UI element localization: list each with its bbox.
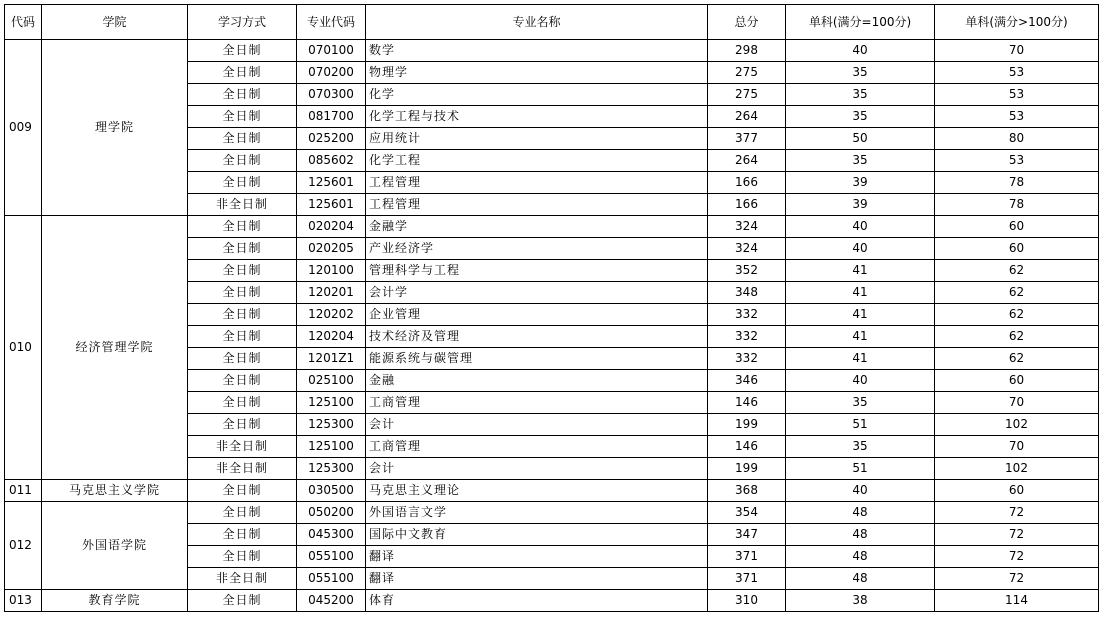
single-over-100-score-cell: 62 (935, 348, 1099, 370)
single-100-score-cell: 48 (786, 546, 935, 568)
major-code-cell: 125100 (297, 392, 366, 414)
table-row (5, 502, 1099, 524)
study-mode-cell: 全日制 (188, 392, 297, 414)
header-college: 学院 (42, 5, 188, 40)
total-score-cell: 354 (708, 502, 786, 524)
major-code-cell: 020204 (297, 216, 366, 238)
total-score-cell: 199 (708, 458, 786, 480)
college-name-cell: 经济管理学院 (42, 216, 188, 480)
total-score-cell: 146 (708, 392, 786, 414)
major-code-cell: 120204 (297, 326, 366, 348)
study-mode-cell: 全日制 (188, 304, 297, 326)
header-single-100: 单科(满分=100分) (786, 5, 935, 40)
single-over-100-score-cell: 72 (935, 568, 1099, 590)
study-mode-cell: 全日制 (188, 128, 297, 150)
single-100-score-cell: 39 (786, 172, 935, 194)
study-mode-cell: 全日制 (188, 40, 297, 62)
single-over-100-score-cell: 72 (935, 546, 1099, 568)
header-single-over-100: 单科(满分>100分) (935, 5, 1099, 40)
major-code-cell: 120201 (297, 282, 366, 304)
total-score-cell: 348 (708, 282, 786, 304)
single-100-score-cell: 40 (786, 238, 935, 260)
single-over-100-score-cell: 78 (935, 172, 1099, 194)
table-row (5, 590, 1099, 612)
major-code-cell: 025200 (297, 128, 366, 150)
college-code-cell: 009 (5, 40, 42, 216)
major-name-cell: 外国语言文学 (366, 502, 708, 524)
major-name-cell: 技术经济及管理 (366, 326, 708, 348)
major-name-cell: 会计 (366, 458, 708, 480)
total-score-cell: 146 (708, 436, 786, 458)
major-code-cell: 120100 (297, 260, 366, 282)
major-code-cell: 020205 (297, 238, 366, 260)
study-mode-cell: 非全日制 (188, 436, 297, 458)
major-name-cell: 工程管理 (366, 194, 708, 216)
single-over-100-score-cell: 62 (935, 282, 1099, 304)
total-score-cell: 332 (708, 326, 786, 348)
total-score-cell: 264 (708, 150, 786, 172)
major-name-cell: 体育 (366, 590, 708, 612)
major-name-cell: 物理学 (366, 62, 708, 84)
study-mode-cell: 全日制 (188, 480, 297, 502)
single-over-100-score-cell: 78 (935, 194, 1099, 216)
major-code-cell: 070100 (297, 40, 366, 62)
major-code-cell: 070300 (297, 84, 366, 106)
college-name-cell: 外国语学院 (42, 502, 188, 590)
header-row (5, 5, 1099, 40)
single-100-score-cell: 35 (786, 84, 935, 106)
single-100-score-cell: 48 (786, 524, 935, 546)
study-mode-cell: 全日制 (188, 524, 297, 546)
single-over-100-score-cell: 102 (935, 458, 1099, 480)
single-over-100-score-cell: 60 (935, 480, 1099, 502)
major-name-cell: 管理科学与工程 (366, 260, 708, 282)
major-name-cell: 会计学 (366, 282, 708, 304)
college-name-cell: 教育学院 (42, 590, 188, 612)
major-code-cell: 120202 (297, 304, 366, 326)
major-code-cell: 085602 (297, 150, 366, 172)
single-over-100-score-cell: 72 (935, 524, 1099, 546)
major-code-cell: 025100 (297, 370, 366, 392)
study-mode-cell: 全日制 (188, 502, 297, 524)
study-mode-cell: 全日制 (188, 348, 297, 370)
total-score-cell: 377 (708, 128, 786, 150)
study-mode-cell: 全日制 (188, 414, 297, 436)
major-code-cell: 045300 (297, 524, 366, 546)
college-code-cell: 010 (5, 216, 42, 480)
major-name-cell: 工程管理 (366, 172, 708, 194)
header-total-score: 总分 (708, 5, 786, 40)
college-name-cell: 理学院 (42, 40, 188, 216)
college-name-cell: 马克思主义学院 (42, 480, 188, 502)
major-code-cell: 055100 (297, 568, 366, 590)
single-100-score-cell: 51 (786, 414, 935, 436)
major-name-cell: 工商管理 (366, 436, 708, 458)
major-name-cell: 数学 (366, 40, 708, 62)
single-100-score-cell: 41 (786, 348, 935, 370)
study-mode-cell: 全日制 (188, 172, 297, 194)
major-code-cell: 1201Z1 (297, 348, 366, 370)
single-100-score-cell: 35 (786, 436, 935, 458)
total-score-cell: 264 (708, 106, 786, 128)
college-code-cell: 011 (5, 480, 42, 502)
total-score-cell: 371 (708, 568, 786, 590)
single-100-score-cell: 40 (786, 480, 935, 502)
major-name-cell: 会计 (366, 414, 708, 436)
study-mode-cell: 全日制 (188, 238, 297, 260)
major-code-cell: 125601 (297, 172, 366, 194)
major-code-cell: 125601 (297, 194, 366, 216)
study-mode-cell: 全日制 (188, 84, 297, 106)
single-over-100-score-cell: 60 (935, 238, 1099, 260)
single-over-100-score-cell: 72 (935, 502, 1099, 524)
study-mode-cell: 非全日制 (188, 458, 297, 480)
total-score-cell: 275 (708, 84, 786, 106)
major-code-cell: 050200 (297, 502, 366, 524)
study-mode-cell: 全日制 (188, 590, 297, 612)
major-code-cell: 125300 (297, 458, 366, 480)
table-body (5, 40, 1099, 612)
single-over-100-score-cell: 114 (935, 590, 1099, 612)
single-over-100-score-cell: 70 (935, 436, 1099, 458)
single-100-score-cell: 48 (786, 502, 935, 524)
total-score-cell: 166 (708, 194, 786, 216)
single-over-100-score-cell: 53 (935, 62, 1099, 84)
total-score-cell: 347 (708, 524, 786, 546)
single-100-score-cell: 35 (786, 150, 935, 172)
header-major-name: 专业名称 (366, 5, 708, 40)
total-score-cell: 199 (708, 414, 786, 436)
college-code-cell: 013 (5, 590, 42, 612)
single-over-100-score-cell: 70 (935, 392, 1099, 414)
total-score-cell: 324 (708, 238, 786, 260)
single-100-score-cell: 50 (786, 128, 935, 150)
major-name-cell: 翻译 (366, 546, 708, 568)
header-study-mode: 学习方式 (188, 5, 297, 40)
major-code-cell: 125300 (297, 414, 366, 436)
single-100-score-cell: 35 (786, 392, 935, 414)
study-mode-cell: 全日制 (188, 106, 297, 128)
major-name-cell: 化学工程 (366, 150, 708, 172)
major-code-cell: 070200 (297, 62, 366, 84)
major-name-cell: 应用统计 (366, 128, 708, 150)
single-100-score-cell: 39 (786, 194, 935, 216)
single-over-100-score-cell: 53 (935, 84, 1099, 106)
total-score-cell: 346 (708, 370, 786, 392)
single-100-score-cell: 40 (786, 370, 935, 392)
single-over-100-score-cell: 62 (935, 326, 1099, 348)
study-mode-cell: 全日制 (188, 326, 297, 348)
study-mode-cell: 非全日制 (188, 194, 297, 216)
single-100-score-cell: 35 (786, 62, 935, 84)
single-100-score-cell: 51 (786, 458, 935, 480)
single-100-score-cell: 40 (786, 216, 935, 238)
header-college-code: 代码 (5, 5, 42, 40)
single-over-100-score-cell: 80 (935, 128, 1099, 150)
major-name-cell: 金融学 (366, 216, 708, 238)
single-over-100-score-cell: 53 (935, 150, 1099, 172)
single-100-score-cell: 38 (786, 590, 935, 612)
major-name-cell: 工商管理 (366, 392, 708, 414)
score-table (4, 4, 1099, 612)
major-code-cell: 081700 (297, 106, 366, 128)
single-over-100-score-cell: 53 (935, 106, 1099, 128)
study-mode-cell: 非全日制 (188, 568, 297, 590)
table-row (5, 40, 1099, 62)
major-code-cell: 045200 (297, 590, 366, 612)
study-mode-cell: 全日制 (188, 282, 297, 304)
major-name-cell: 国际中文教育 (366, 524, 708, 546)
major-name-cell: 能源系统与碳管理 (366, 348, 708, 370)
single-100-score-cell: 41 (786, 304, 935, 326)
total-score-cell: 332 (708, 348, 786, 370)
table-row (5, 216, 1099, 238)
total-score-cell: 298 (708, 40, 786, 62)
major-code-cell: 030500 (297, 480, 366, 502)
major-code-cell: 055100 (297, 546, 366, 568)
single-over-100-score-cell: 62 (935, 260, 1099, 282)
major-name-cell: 翻译 (366, 568, 708, 590)
study-mode-cell: 全日制 (188, 216, 297, 238)
study-mode-cell: 全日制 (188, 150, 297, 172)
single-over-100-score-cell: 60 (935, 216, 1099, 238)
table-row (5, 480, 1099, 502)
major-name-cell: 化学 (366, 84, 708, 106)
single-over-100-score-cell: 62 (935, 304, 1099, 326)
total-score-cell: 166 (708, 172, 786, 194)
major-name-cell: 马克思主义理论 (366, 480, 708, 502)
total-score-cell: 371 (708, 546, 786, 568)
major-name-cell: 产业经济学 (366, 238, 708, 260)
single-over-100-score-cell: 60 (935, 370, 1099, 392)
total-score-cell: 324 (708, 216, 786, 238)
total-score-cell: 275 (708, 62, 786, 84)
study-mode-cell: 全日制 (188, 370, 297, 392)
major-code-cell: 125100 (297, 436, 366, 458)
college-code-cell: 012 (5, 502, 42, 590)
total-score-cell: 332 (708, 304, 786, 326)
single-over-100-score-cell: 102 (935, 414, 1099, 436)
single-100-score-cell: 40 (786, 40, 935, 62)
single-100-score-cell: 41 (786, 260, 935, 282)
study-mode-cell: 全日制 (188, 260, 297, 282)
major-name-cell: 化学工程与技术 (366, 106, 708, 128)
major-name-cell: 企业管理 (366, 304, 708, 326)
single-over-100-score-cell: 70 (935, 40, 1099, 62)
single-100-score-cell: 41 (786, 282, 935, 304)
total-score-cell: 310 (708, 590, 786, 612)
single-100-score-cell: 35 (786, 106, 935, 128)
study-mode-cell: 全日制 (188, 62, 297, 84)
table-header (5, 5, 1099, 40)
header-major-code: 专业代码 (297, 5, 366, 40)
total-score-cell: 368 (708, 480, 786, 502)
single-100-score-cell: 48 (786, 568, 935, 590)
total-score-cell: 352 (708, 260, 786, 282)
major-name-cell: 金融 (366, 370, 708, 392)
study-mode-cell: 全日制 (188, 546, 297, 568)
single-100-score-cell: 41 (786, 326, 935, 348)
